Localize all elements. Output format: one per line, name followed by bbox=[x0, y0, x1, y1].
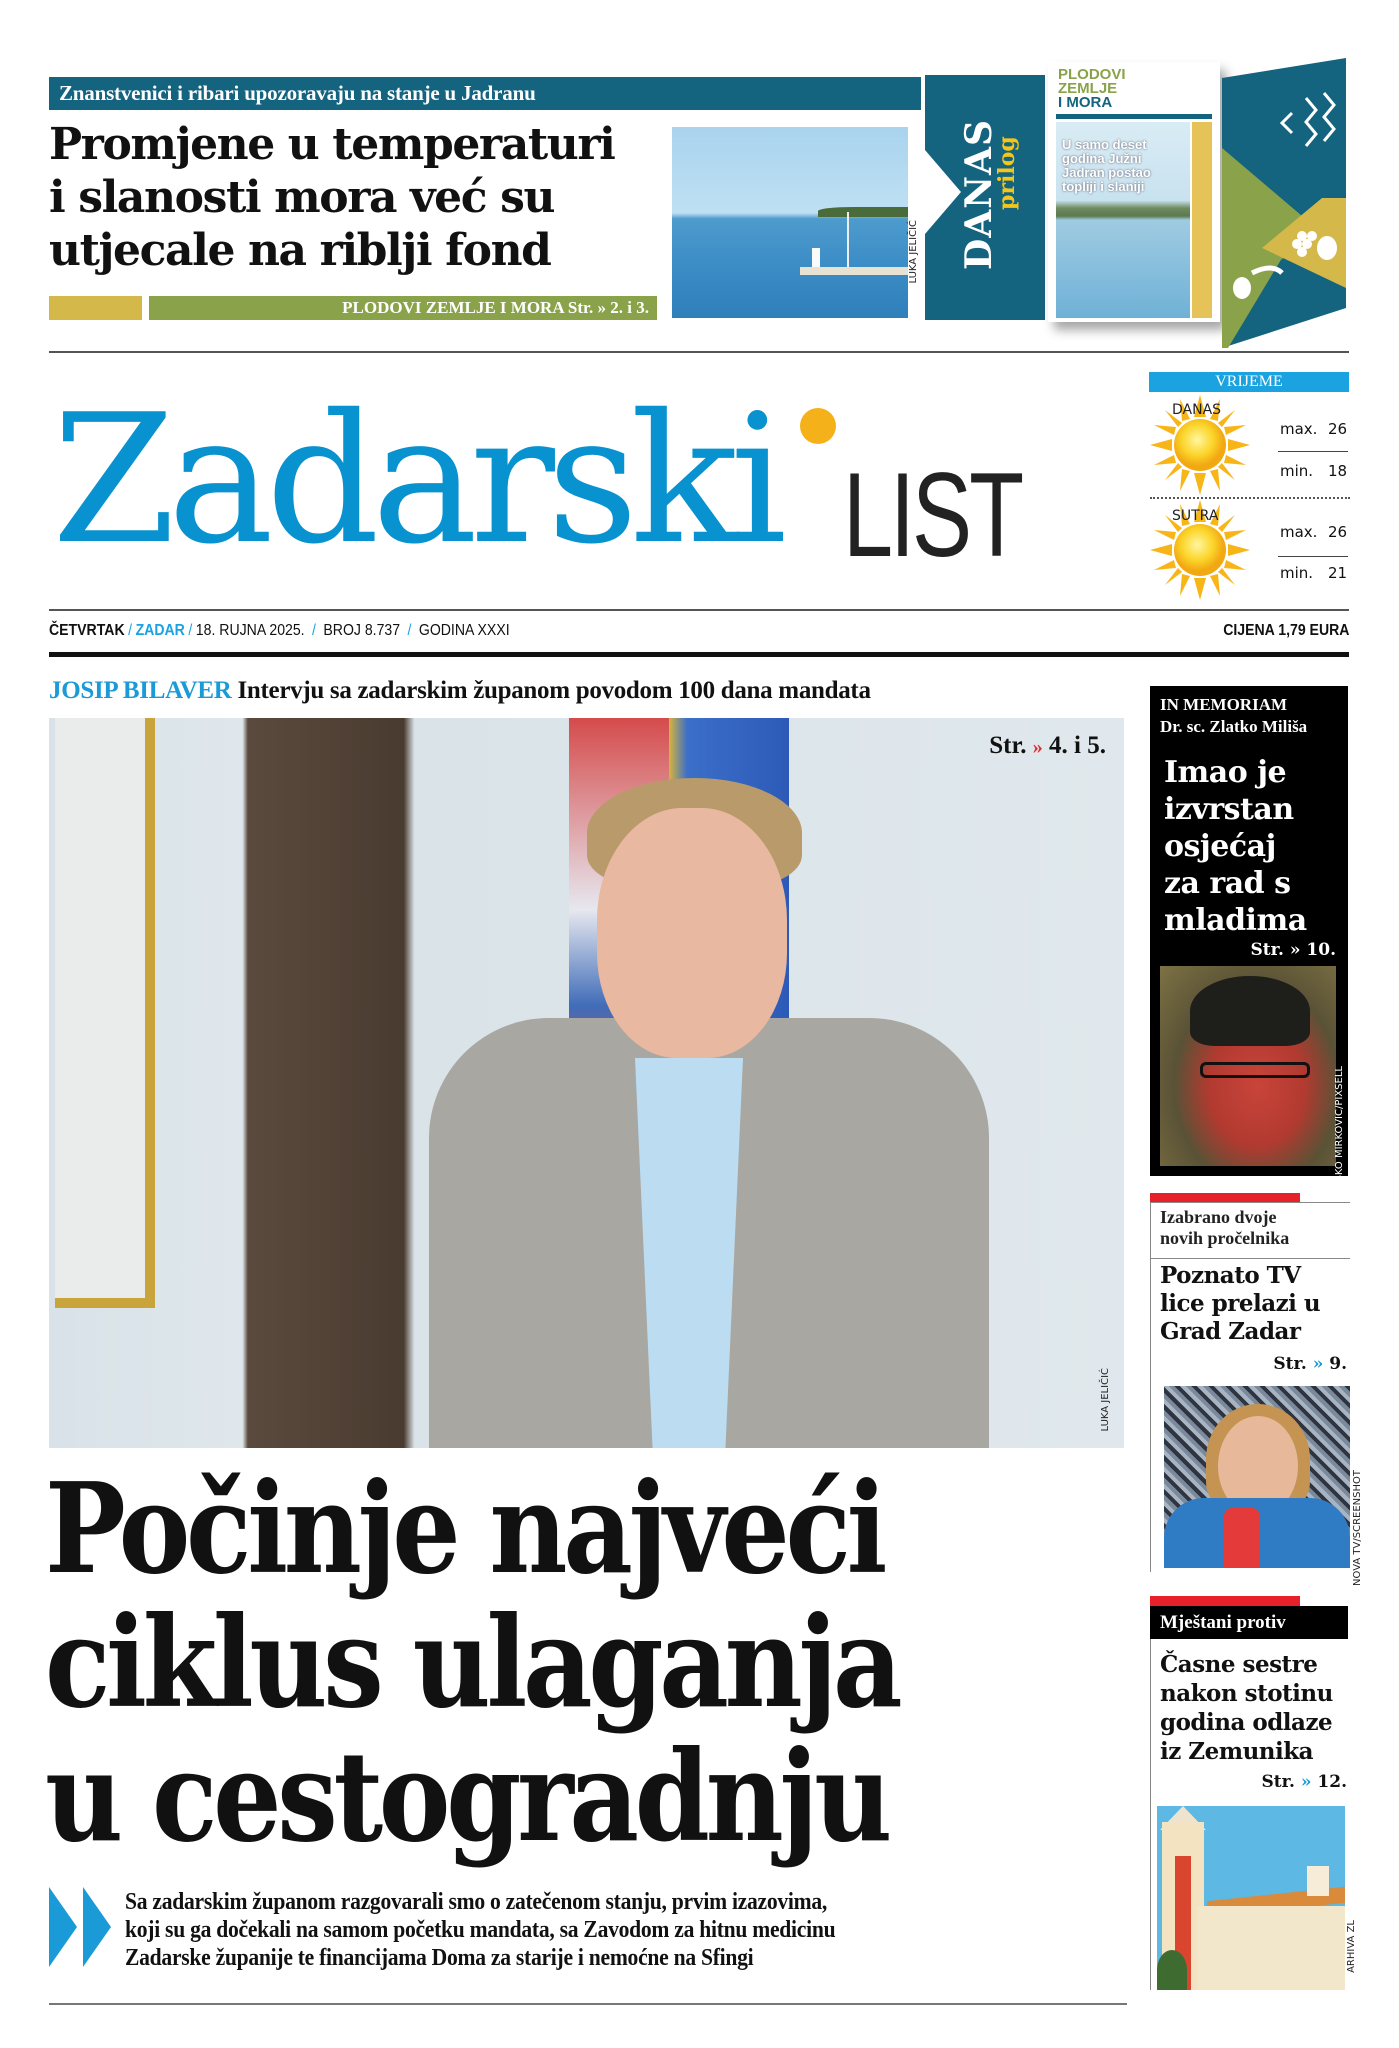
divider bbox=[49, 351, 1349, 353]
weather-max-value: 26 bbox=[1328, 523, 1348, 541]
lighthouse-shape bbox=[812, 248, 820, 268]
divider bbox=[1150, 1258, 1350, 1259]
weather-min-label: min. bbox=[1280, 462, 1314, 480]
supplement-cover-title bbox=[1058, 68, 1126, 110]
weather-min-label: min. bbox=[1280, 564, 1314, 582]
memoriam-kicker: IN MEMORIAM Dr. sc. Zlatko Miliša bbox=[1160, 695, 1308, 736]
tv-story-photo bbox=[1164, 1386, 1350, 1568]
headline-line: ciklus ulaganja bbox=[45, 1590, 899, 1736]
tree bbox=[1157, 1950, 1187, 1990]
cover-title-line: PLODOVI bbox=[1058, 66, 1126, 83]
picture-frame bbox=[55, 718, 155, 1308]
nuns-story-page-ref[interactable]: Str. » 12. bbox=[1261, 1772, 1347, 1792]
prilog-label: prilog bbox=[994, 136, 1020, 210]
divider bbox=[49, 609, 1349, 611]
dateline: ČETVRTAK / ZADAR / 18. RUJNA 2025. / BROJ 8.737 / GODINA XXXI bbox=[49, 622, 510, 639]
weather-divider bbox=[1278, 556, 1348, 557]
lead-line: koji su ga dočekali na samom početku mandata, sa Zavodom za hitnu medicinu bbox=[125, 1917, 836, 1943]
supplement-cover[interactable] bbox=[1048, 62, 1220, 322]
cover-photo bbox=[1056, 122, 1190, 318]
cover-rule bbox=[1056, 114, 1212, 119]
photo-credit: NOVA TV/SCREENSHOT bbox=[1352, 1470, 1363, 1586]
portrait-glasses bbox=[1200, 1062, 1310, 1078]
lead-line: Sa zadarskim županom razgovarali smo o zatečenom stanju, prvim izazovima, bbox=[125, 1889, 828, 1915]
main-photo[interactable] bbox=[49, 718, 1124, 1448]
promo-kicker: Znanstvenici i ribari upozoravaju na stanje u Jadranu bbox=[49, 77, 921, 110]
danas-label: DANAS bbox=[958, 119, 1000, 270]
double-chevron-icon bbox=[49, 1887, 124, 1967]
banner-notch bbox=[925, 150, 961, 234]
belfry bbox=[1307, 1866, 1329, 1896]
weather-day-label: DANAS bbox=[1172, 402, 1222, 418]
main-headline[interactable] bbox=[45, 1456, 978, 1870]
memoriam-photo bbox=[1160, 966, 1336, 1166]
photo-credit: DUSKO MIRKOVIC/PIXSELL bbox=[1334, 1066, 1345, 1197]
photo-credit-text: LUKA JELIČIĆ bbox=[908, 220, 919, 284]
lead-line: Zadarske županije te financijama Doma za starije i nemoćne na Sfingi bbox=[125, 1945, 754, 1971]
cover-headline: U samo deset godina Južni Jadran postao topliji i slaniji bbox=[1062, 137, 1151, 194]
memoriam-box[interactable] bbox=[1150, 686, 1348, 1197]
main-kicker-text: Intervju sa zadarskim županom povodom 100 dana mandata bbox=[237, 677, 871, 704]
weather-divider bbox=[1278, 451, 1348, 452]
pier-shape bbox=[800, 267, 908, 275]
promo-headline-line: utjecale na riblji fond bbox=[49, 225, 551, 276]
weather-dotted-divider bbox=[1150, 497, 1350, 499]
church-photo bbox=[1157, 1806, 1345, 1990]
dateline-year: GODINA XXXI bbox=[418, 622, 510, 639]
divider bbox=[49, 2003, 1127, 2005]
portrait-hair bbox=[1190, 976, 1310, 1046]
church-building bbox=[1197, 1906, 1345, 1990]
weather-max-label: max. bbox=[1280, 523, 1318, 541]
promo-headline-line: Promjene u temperaturi bbox=[49, 119, 615, 170]
dateline-date: 18. RUJNA 2025. bbox=[195, 622, 305, 639]
microphone-icon bbox=[1224, 1508, 1260, 1568]
headline-line: u cestogradnju bbox=[45, 1724, 888, 1870]
promo-page-ref[interactable]: PLODOVI ZEMLJE I MORA Str. » 2. i 3. bbox=[149, 296, 657, 320]
nuns-story-title[interactable]: Časne sestre nakon stotinu godina odlaze iz Zemunika bbox=[1160, 1651, 1333, 1765]
tv-story-title[interactable]: Poznato TV lice prelazi u Grad Zadar bbox=[1160, 1262, 1321, 1345]
dateline-issue: BROJ 8.737 bbox=[323, 622, 401, 639]
tv-story-page-ref[interactable]: Str. » 9. bbox=[1273, 1354, 1347, 1374]
main-kicker[interactable] bbox=[49, 677, 871, 705]
island-shape bbox=[818, 207, 908, 217]
divider bbox=[1150, 1202, 1350, 1203]
tv-story-kicker: Izabrano dvoje novih pročelnika bbox=[1160, 1207, 1290, 1248]
double-arrow-icon: » bbox=[1312, 1354, 1324, 1374]
weather-day-label: SUTRA bbox=[1172, 508, 1219, 524]
main-lead bbox=[125, 1888, 1025, 1972]
main-page-ref[interactable]: Str. » 4. i 5. bbox=[989, 732, 1106, 759]
weather-max-value: 26 bbox=[1328, 420, 1348, 438]
cover-side-column bbox=[1192, 122, 1212, 318]
headline-line: Počinje najveći bbox=[45, 1456, 884, 1602]
logo-dot bbox=[800, 408, 836, 444]
dateline-day: ČETVRTAK bbox=[49, 622, 125, 639]
weather-max-label: max. bbox=[1280, 420, 1318, 438]
price: CIJENA 1,79 EURA bbox=[1222, 622, 1349, 639]
promo-headline-line: i slanosti mora već su bbox=[49, 172, 555, 223]
weather-title: VRIJEME bbox=[1149, 372, 1349, 392]
promo-accent-bar bbox=[49, 296, 142, 320]
sailboat-mast bbox=[847, 212, 849, 270]
logo-list: LIST bbox=[843, 448, 1022, 582]
cover-title-line: ZEMLJE bbox=[1058, 80, 1118, 97]
dateline-city: ZADAR bbox=[135, 622, 185, 639]
photo-credit bbox=[1100, 1368, 1114, 1448]
photo-credit bbox=[908, 220, 922, 320]
decorative-triangles bbox=[1222, 58, 1346, 348]
double-arrow-icon: » bbox=[1300, 1772, 1312, 1792]
divider-vertical bbox=[1150, 1606, 1151, 1990]
nuns-story-kicker: Mještani protiv bbox=[1150, 1606, 1348, 1639]
memoriam-title: Imao je izvrstan osjećaj za rad s mladima bbox=[1164, 755, 1307, 938]
red-accent-tab bbox=[1150, 1596, 1300, 1606]
cover-title-line: I MORA bbox=[1058, 94, 1113, 111]
photo-credit: ARHIVA ZL bbox=[1346, 1920, 1357, 1973]
photo-credit-text: LUKA JELIČIĆ bbox=[1100, 1368, 1111, 1432]
main-kicker-name: JOSIP BILAVER bbox=[49, 677, 232, 704]
weather-min-value: 18 bbox=[1328, 462, 1348, 480]
supplement-label bbox=[958, 100, 1028, 270]
sea-photo bbox=[672, 127, 908, 318]
double-arrow-icon: » bbox=[1032, 736, 1043, 758]
logo-wordmark[interactable]: Zadarski bbox=[52, 376, 780, 583]
person-face bbox=[597, 808, 787, 1058]
weather-min-value: 21 bbox=[1328, 564, 1348, 582]
divider-thick bbox=[49, 652, 1349, 657]
promo-headline[interactable] bbox=[49, 118, 679, 277]
memoriam-page-ref[interactable]: Str. » 10. bbox=[1250, 940, 1336, 960]
